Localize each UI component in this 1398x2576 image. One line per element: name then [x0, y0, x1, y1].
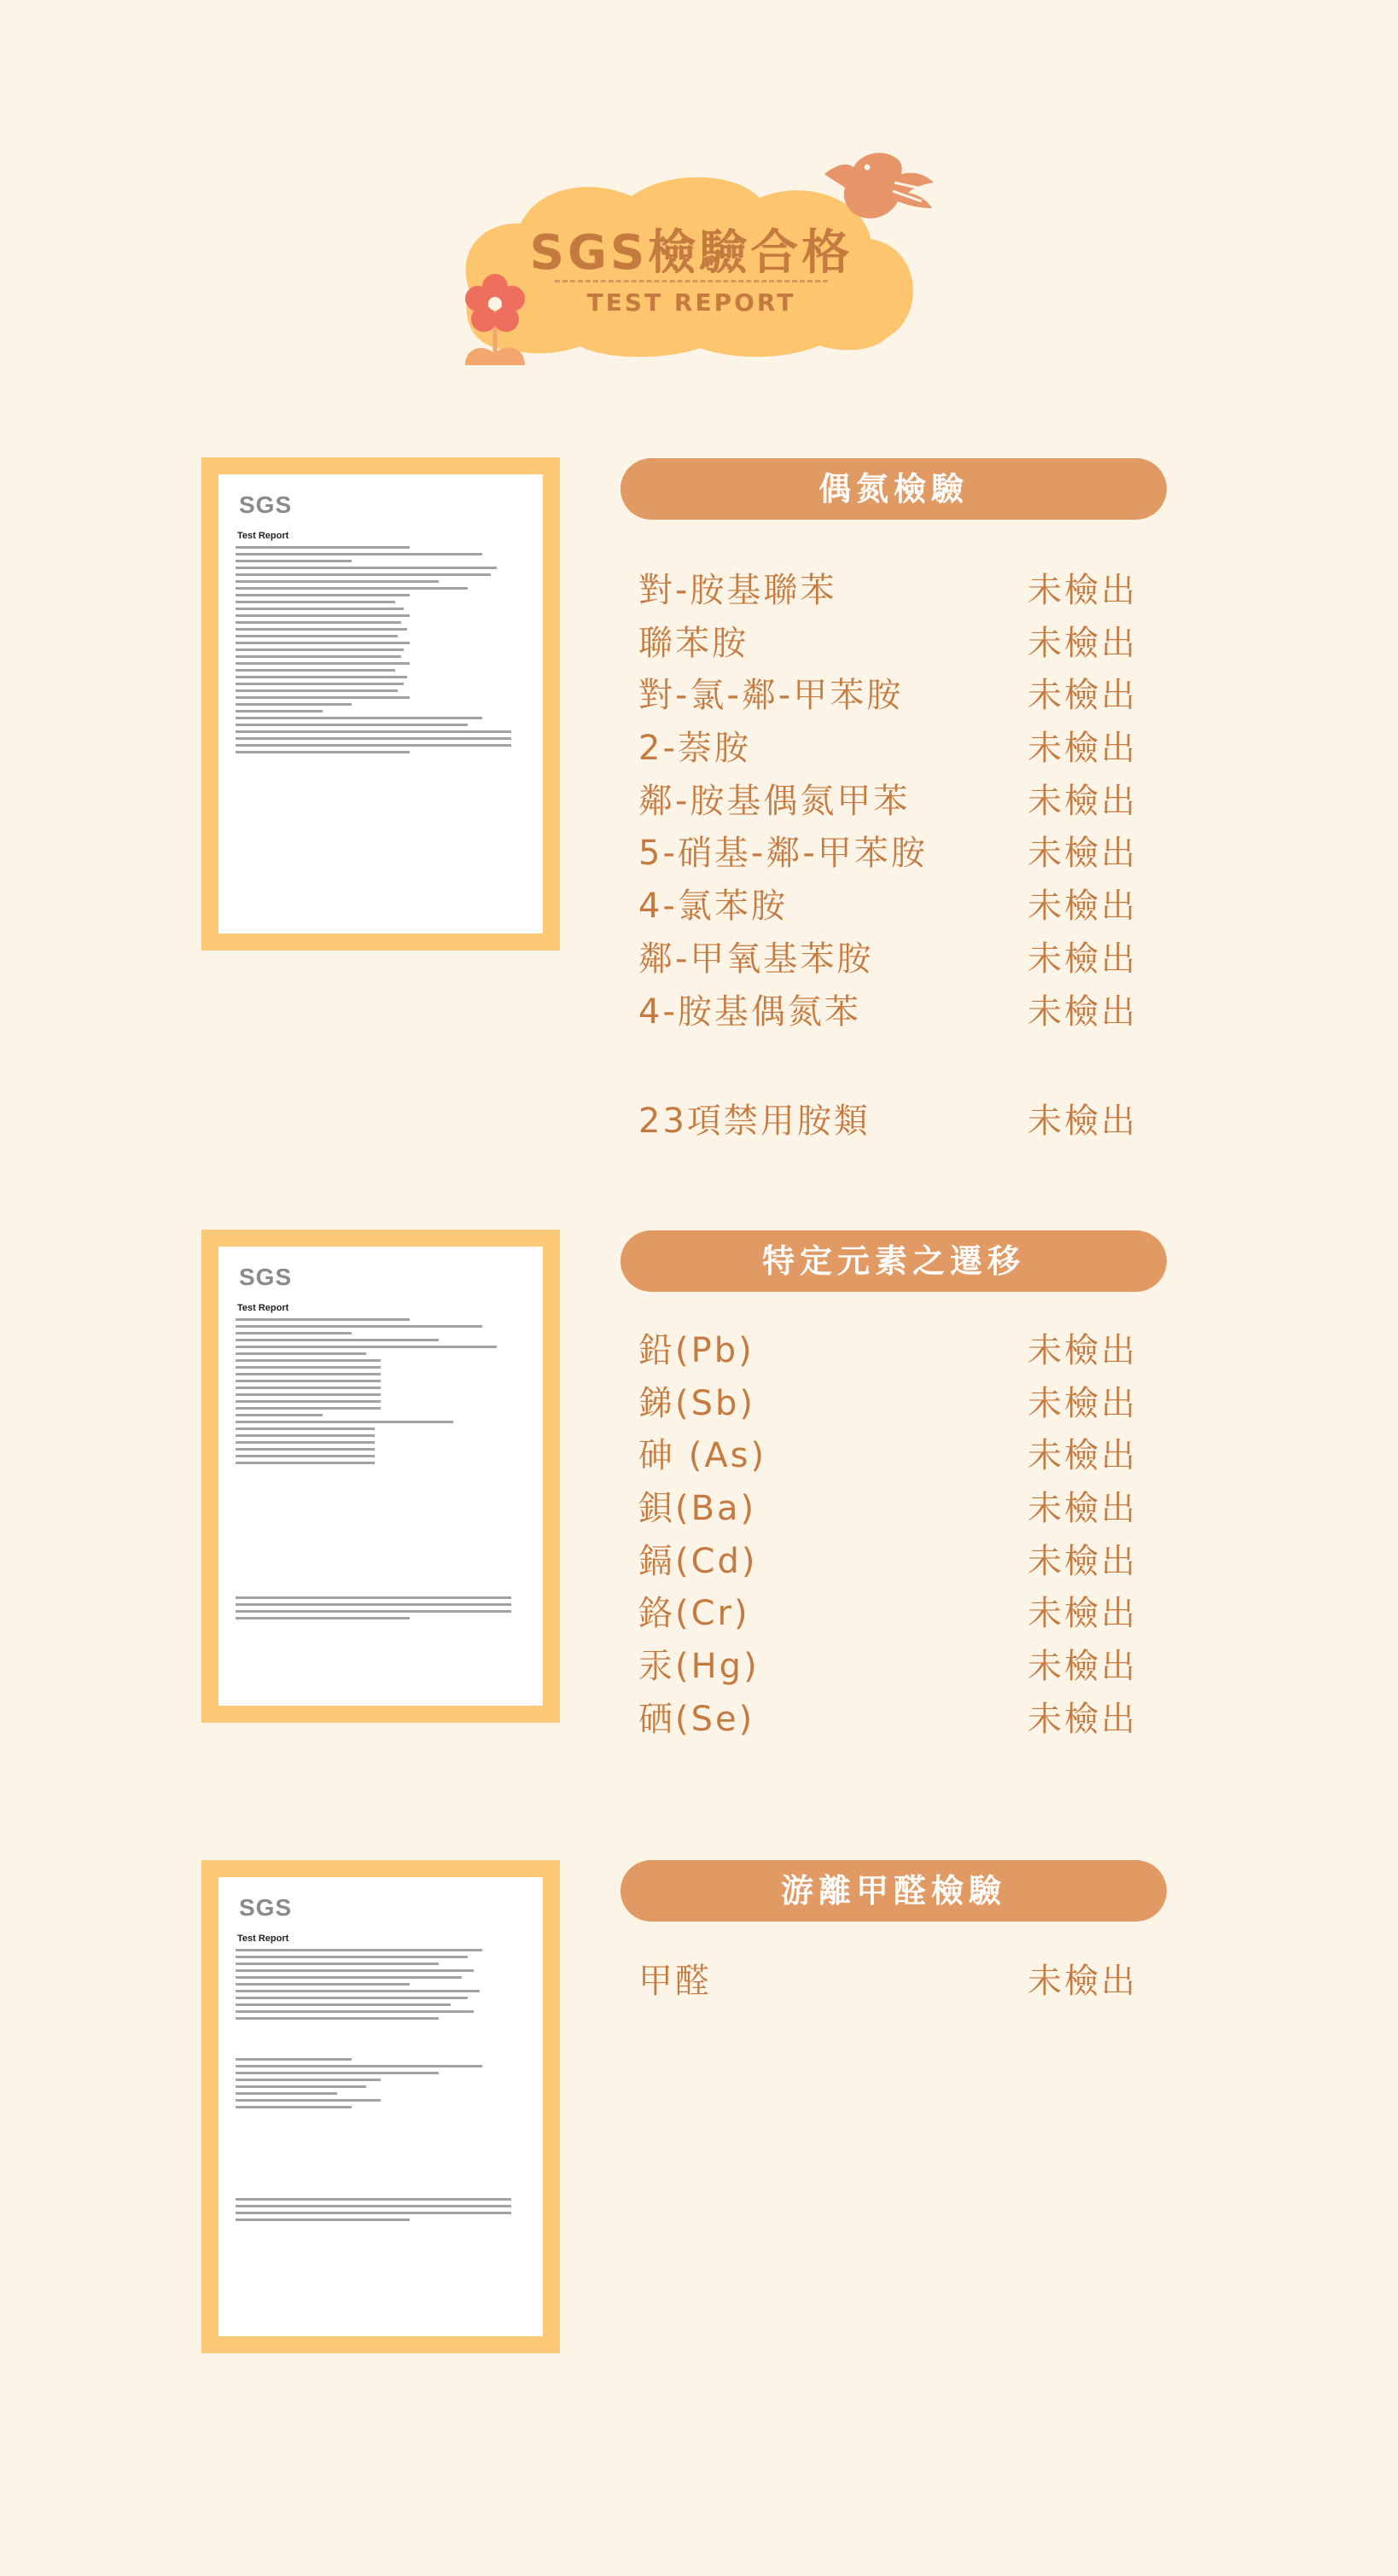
- item-result: 未檢出: [1028, 623, 1138, 663]
- test-report-image: [201, 1230, 560, 1723]
- item-name: 對-氯-鄰-甲苯胺: [638, 676, 904, 716]
- test-report-image: [201, 1860, 560, 2353]
- item-name: 4-胺基偶氮苯: [638, 991, 861, 1032]
- item-result: 未檢出: [1028, 729, 1138, 769]
- item-name: 鋇(Ba): [638, 1489, 757, 1529]
- item-name: 鄰-胺基偶氮甲苯: [638, 781, 911, 821]
- report-label: Test Report: [237, 531, 289, 541]
- page-subtitle: TEST REPORT: [586, 288, 796, 317]
- item-name: 對-胺基聯苯: [638, 571, 837, 610]
- result-row: [638, 1954, 1150, 2007]
- item-name: 5-硝基-鄰-甲苯胺: [638, 834, 928, 874]
- item-result: 未檢出: [1028, 781, 1138, 821]
- report-text-block: [236, 1318, 526, 1689]
- sgs-logo: SGS: [239, 1264, 293, 1290]
- result-row: [638, 616, 1150, 669]
- item-name: 甲醛: [638, 1962, 712, 2001]
- result-row: [638, 668, 1150, 721]
- report-label: Test Report: [237, 1933, 289, 1944]
- result-row: [638, 1481, 1150, 1534]
- item-name: 2-萘胺: [638, 729, 751, 769]
- item-result: 未檢出: [1028, 1331, 1138, 1370]
- report-paper: [218, 1247, 543, 1706]
- formaldehyde-results-list: [638, 1954, 1150, 2007]
- item-name: 銻(Sb): [638, 1383, 755, 1423]
- item-name: 鉛(Pb): [638, 1331, 754, 1370]
- result-row: [638, 774, 1150, 827]
- item-name: 汞(Hg): [638, 1647, 760, 1687]
- azo-summary: [638, 1094, 1150, 1147]
- summary-result: 未檢出: [1028, 1102, 1138, 1141]
- sgs-logo: SGS: [239, 491, 293, 518]
- dashed-divider: [555, 280, 828, 282]
- result-row: [638, 563, 1150, 616]
- result-row: [638, 879, 1150, 932]
- report-text-block: [236, 546, 526, 916]
- page-title: SGS檢驗合格: [529, 225, 853, 281]
- result-row: [638, 1323, 1150, 1376]
- item-result: 未檢出: [1028, 1489, 1138, 1529]
- result-row: [638, 985, 1150, 1038]
- item-result: 未檢出: [1028, 834, 1138, 874]
- report-text-block: [236, 1949, 526, 2319]
- item-result: 未檢出: [1028, 1436, 1138, 1476]
- item-name: 鉻(Cr): [638, 1594, 750, 1634]
- summary-name: 23項禁用胺類: [638, 1102, 871, 1141]
- item-result: 未檢出: [1028, 939, 1138, 979]
- report-label: Test Report: [237, 1303, 289, 1313]
- item-result: 未檢出: [1028, 1383, 1138, 1423]
- result-row: [638, 1376, 1150, 1429]
- elements-results-list: [638, 1323, 1150, 1745]
- item-result: 未檢出: [1028, 1962, 1138, 2001]
- item-result: 未檢出: [1028, 991, 1138, 1032]
- item-result: 未檢出: [1028, 1594, 1138, 1634]
- item-result: 未檢出: [1028, 1647, 1138, 1687]
- result-row: [638, 1586, 1150, 1639]
- item-name: 4-氯苯胺: [638, 887, 788, 927]
- result-row: [638, 1692, 1150, 1745]
- result-row: [638, 721, 1150, 774]
- section-title-elements: 特定元素之遷移: [620, 1230, 1167, 1292]
- item-result: 未檢出: [1028, 1699, 1138, 1739]
- result-row: [638, 932, 1150, 985]
- item-name: 硒(Se): [638, 1699, 755, 1739]
- report-paper: [218, 1877, 543, 2336]
- test-report-image: [201, 457, 560, 951]
- section-title-formaldehyde: 游離甲醛檢驗: [620, 1860, 1167, 1922]
- item-result: 未檢出: [1028, 887, 1138, 927]
- sgs-logo: SGS: [239, 1894, 293, 1921]
- item-name: 砷 (As): [638, 1436, 767, 1476]
- result-row: [638, 1639, 1150, 1692]
- flower-icon: [457, 271, 533, 369]
- item-result: 未檢出: [1028, 1541, 1138, 1581]
- item-result: 未檢出: [1028, 676, 1138, 716]
- result-row: [638, 826, 1150, 879]
- summary-row: [638, 1094, 1150, 1147]
- item-result: 未檢出: [1028, 571, 1138, 610]
- item-name: 鄰-甲氧基苯胺: [638, 939, 874, 979]
- item-name: 鎘(Cd): [638, 1541, 758, 1581]
- report-paper: [218, 474, 543, 933]
- result-row: [638, 1428, 1150, 1481]
- result-row: [638, 1534, 1150, 1587]
- section-title-azo: 偶氮檢驗: [620, 458, 1167, 520]
- azo-results-list: [638, 563, 1150, 1037]
- bird-icon: [819, 148, 939, 225]
- item-name: 聯苯胺: [638, 623, 749, 663]
